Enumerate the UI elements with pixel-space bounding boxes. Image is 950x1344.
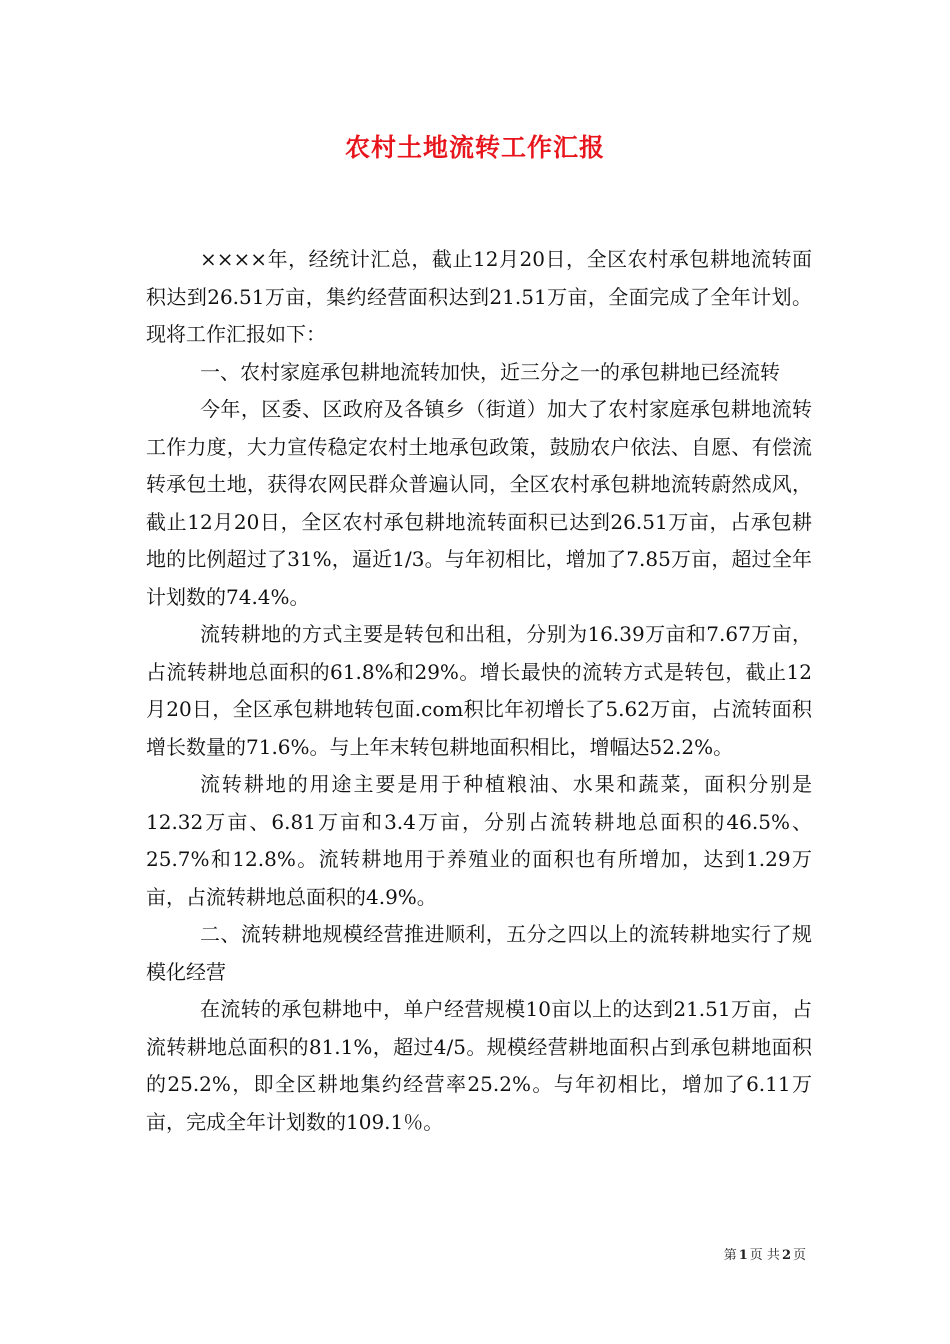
paragraph-3: 流转耕地的用途主要是用于种植粮油、水果和蔬菜，面积分别是12.32万亩、6.81万亩和3.4万亩，分别占流转耕地总面积的46.5%、25.7%和12.8%。流转耕地用于养殖业的面积也有所增加，达到1.29万亩，占流转耕地总面积的4.9%。 — [146, 772, 812, 909]
footer-prefix: 第 — [723, 1248, 737, 1263]
paragraph-2: 流转耕地的方式主要是转包和出租，分别为16.39万亩和7.67万亩，占流转耕地总面积的61.8%和29%。增长最快的流转方式是转包，截止12月20日，全区承包耕地转包面.com积比年初增长了5.62万亩，占流转面积增长数量的71.6%。与上年末转包耕地面积相比，增幅达52.2%。 — [146, 622, 812, 759]
paragraph-1: 今年，区委、区政府及各镇乡（街道）加大了农村家庭承包耕地流转工作力度，大力宣传稳定农村土地承包政策，鼓励农户依法、自愿、有偿流转承包土地，获得农网民群众普遍认同，全区农村承包耕地流转蔚然成风，截止12月20日，全区农村承包耕地流转面积已达到26.51万亩，占承包耕地的比例超过了31%，逼近1/3。与年初相比，增加了7.85万亩，超过全年计划数的74.4%。 — [146, 397, 812, 609]
page-number-footer — [724, 1247, 806, 1265]
footer-middle: 页 共 — [749, 1248, 780, 1263]
document-body — [146, 241, 812, 1141]
footer-total-pages: 2 — [781, 1248, 791, 1263]
paragraph-4: 在流转的承包耕地中，单户经营规模10亩以上的达到21.51万亩，占流转耕地总面积的81.1%，超过4/5。规模经营耕地面积占到承包耕地面积的25.2%，即全区耕地集约经营率25.2%。与年初相比，增加了6.11万亩，完成全年计划数的109.1％。 — [146, 997, 812, 1134]
section-heading-2: 二、流转耕地规模经营推进顺利，五分之四以上的流转耕地实行了规模化经营 — [146, 922, 812, 984]
section-heading-1: 一、农村家庭承包耕地流转加快，近三分之一的承包耕地已经流转 — [200, 359, 780, 384]
footer-current-page: 1 — [738, 1248, 748, 1263]
paragraph-intro: ××××年，经统计汇总，截止12月20日，全区农村承包耕地流转面积达到26.51万亩，集约经营面积达到21.51万亩，全面完成了全年计划。现将工作汇报如下： — [146, 247, 812, 346]
footer-suffix: 页 — [792, 1248, 806, 1263]
document-title: 农村土地流转工作汇报 — [344, 133, 605, 162]
